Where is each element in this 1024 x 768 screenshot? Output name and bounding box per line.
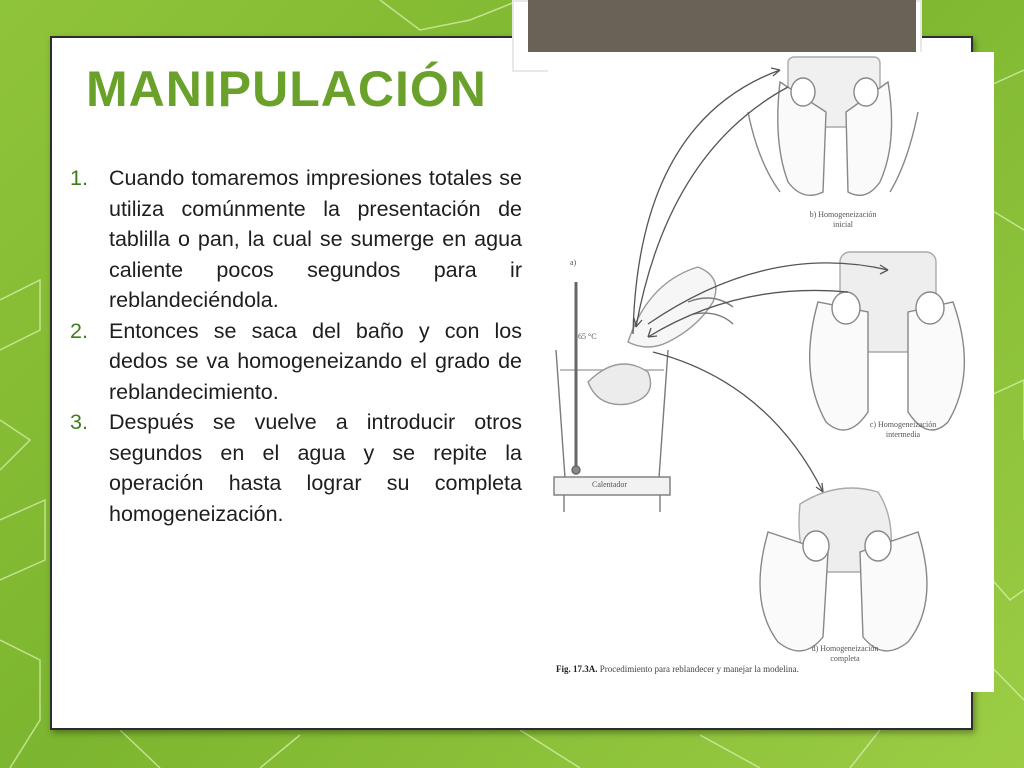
- step-number: 1.: [70, 166, 88, 190]
- panel-d-line2: completa: [830, 654, 860, 663]
- panel-b-line2: inicial: [833, 220, 853, 229]
- panel-c-line1: c) Homogeneización: [869, 420, 937, 429]
- step-text: Después se vuelve a introducir otros segundos en el agua y se repite la operación hasta lograr su completa homogeneización.: [109, 410, 522, 526]
- caption-ref: Fig. 17.3A.: [556, 664, 598, 674]
- panel-c-line2: intermedia: [885, 430, 921, 439]
- step-item: [70, 316, 522, 408]
- hands-c: [810, 252, 965, 430]
- panel-c-label: [858, 420, 948, 440]
- panel-b-label: [798, 210, 888, 230]
- step-text: Cuando tomaremos impresiones totales se utiliza comúnmente la presentación de tablilla o pan, la cual se sumerge en agua caliente pocos segundos para ir reblandeciéndola.: [109, 166, 522, 312]
- panel-a-label: a): [570, 258, 577, 267]
- slide-title: MANIPULACIÓN: [86, 61, 487, 117]
- procedure-illustration: [548, 52, 994, 692]
- procedure-figure: [548, 52, 994, 692]
- caption-text: Procedimiento para reblandecer y manejar la modelina.: [599, 664, 799, 674]
- top-decor-bar: [528, 0, 916, 52]
- temperature-label: 65 °C: [578, 332, 597, 341]
- steps-list: [70, 163, 522, 529]
- panel-d-label: [800, 644, 890, 664]
- step-item: [70, 163, 522, 316]
- figure-caption: [556, 664, 816, 674]
- panel-b-line1: b) Homogeneización: [809, 210, 877, 219]
- hands-b: [748, 57, 918, 195]
- panel-d-line1: d) Homogeneización: [811, 644, 879, 653]
- step-item: [70, 407, 522, 529]
- step-text: Entonces se saca del baño y con los dedos se va homogeneizando el grado de reblandecimiento.: [109, 318, 522, 404]
- step-number: 3.: [70, 410, 88, 434]
- heater-label: Calentador: [592, 480, 628, 489]
- hand-a: [628, 267, 716, 347]
- hands-d: [760, 488, 927, 651]
- step-number: 2.: [70, 318, 88, 343]
